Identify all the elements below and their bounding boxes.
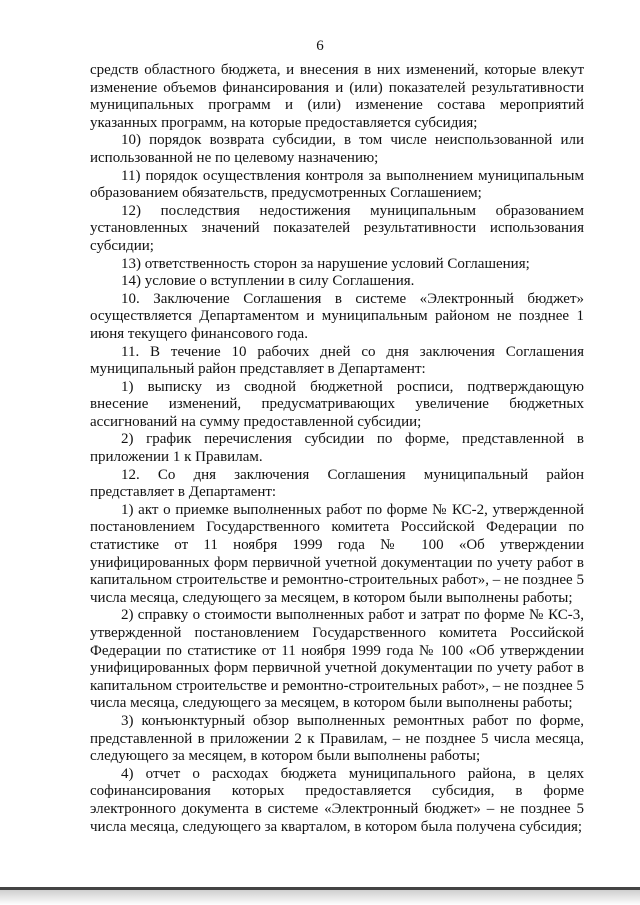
paragraph-item-11: 11) порядок осуществления контроля за выполнением муниципальным образованием обязательств, предусмотренных Соглашением; (90, 167, 584, 202)
paragraph-continuation: средств областного бюджета, и внесения в них изменений, которые влекут изменение объемов финансирования и (или) показателей результативности муниципальных программ и (или) изменение состава мероприятий указанных программ, на которые предоставляется субсидия; (90, 62, 584, 131)
paragraph-clause-11-item-2: 2) график перечисления субсидии по форме, представленной в приложении 1 к Правилам. (90, 431, 584, 466)
paragraph-clause-12-item-2: 2) справку о стоимости выполненных работ и затрат по форме № КС-3, утвержденной постановлением Государственного комитета Российской Федерации по статистике от 11 ноября 1999 года № 100 «Об утверждении унифицированных форм первичной учетной документации по учету работ в капитальном строительстве и ремонтно-строительных работ», – не позднее 5 числа месяца, следующего за месяцем, в котором были выполнены работы; (90, 607, 584, 712)
paragraph-item-13: 13) ответственность сторон за нарушение условий Соглашения; (121, 255, 530, 272)
scan-bottom-shadow (0, 890, 640, 905)
paragraph-clause-12-item-3: 3) конъюнктурный обзор выполненных ремонтных работ по форме, представленной в приложении 2 к Правилам, – не позднее 5 числа месяца, следующего за месяцем, в котором были выполнены работы; (90, 712, 584, 765)
paragraph-clause-12: 12. Со дня заключения Соглашения муниципальный район представляет в Департамент: (90, 466, 584, 501)
paragraph-clause-12-item-4: 4) отчет о расходах бюджета муниципального района, в целях софинансирования которых предоставляется субсидия, в форме электронного документа в системе «Электронный бюджет» – не позднее 5 числа месяца, следующего за кварталом, в котором была получена субсидия; (90, 765, 584, 835)
paragraph-clause-11: 11. В течение 10 рабочих дней со дня заключения Соглашения муниципальный район представляет в Департамент: (90, 343, 584, 378)
paragraph-item-12: 12) последствия недостижения муниципальным образованием установленных значений показателей результативности использования субсидии; (90, 202, 584, 254)
paragraph-clause-10: 10. Заключение Соглашения в системе «Электронный бюджет» осуществляется Департаментом и муниципальным районом не позднее 1 июня текущего финансового года. (90, 290, 584, 342)
paragraph-clause-12-item-1: 1) акт о приемке выполненных работ по форме № КС-2, утвержденной постановлением Государственного комитета Российской Федерации по статистике от 11 ноября 1999 года № 100 «Об утверждении унифицированных форм первичной учетной документации по учету работ в капитальном строительстве и ремонтно-строительных работ», – не позднее 5 числа месяца, следующего за месяцем, в котором были выполнены работы; (90, 501, 584, 606)
paragraph-item-14: 14) условие о вступлении в силу Соглашения. (121, 273, 415, 290)
document-body (90, 62, 584, 836)
paragraph-item-10: 10) порядок возврата субсидии, в том числе неиспользованной или использованной не по целевому назначению; (90, 132, 584, 166)
page-number: 6 (316, 38, 324, 54)
paragraph-clause-11-item-1: 1) выписку из сводной бюджетной росписи, подтверждающую внесение изменений, предусматривающих увеличение бюджетных ассигнований на сумму предоставленной субсидии; (90, 378, 584, 430)
